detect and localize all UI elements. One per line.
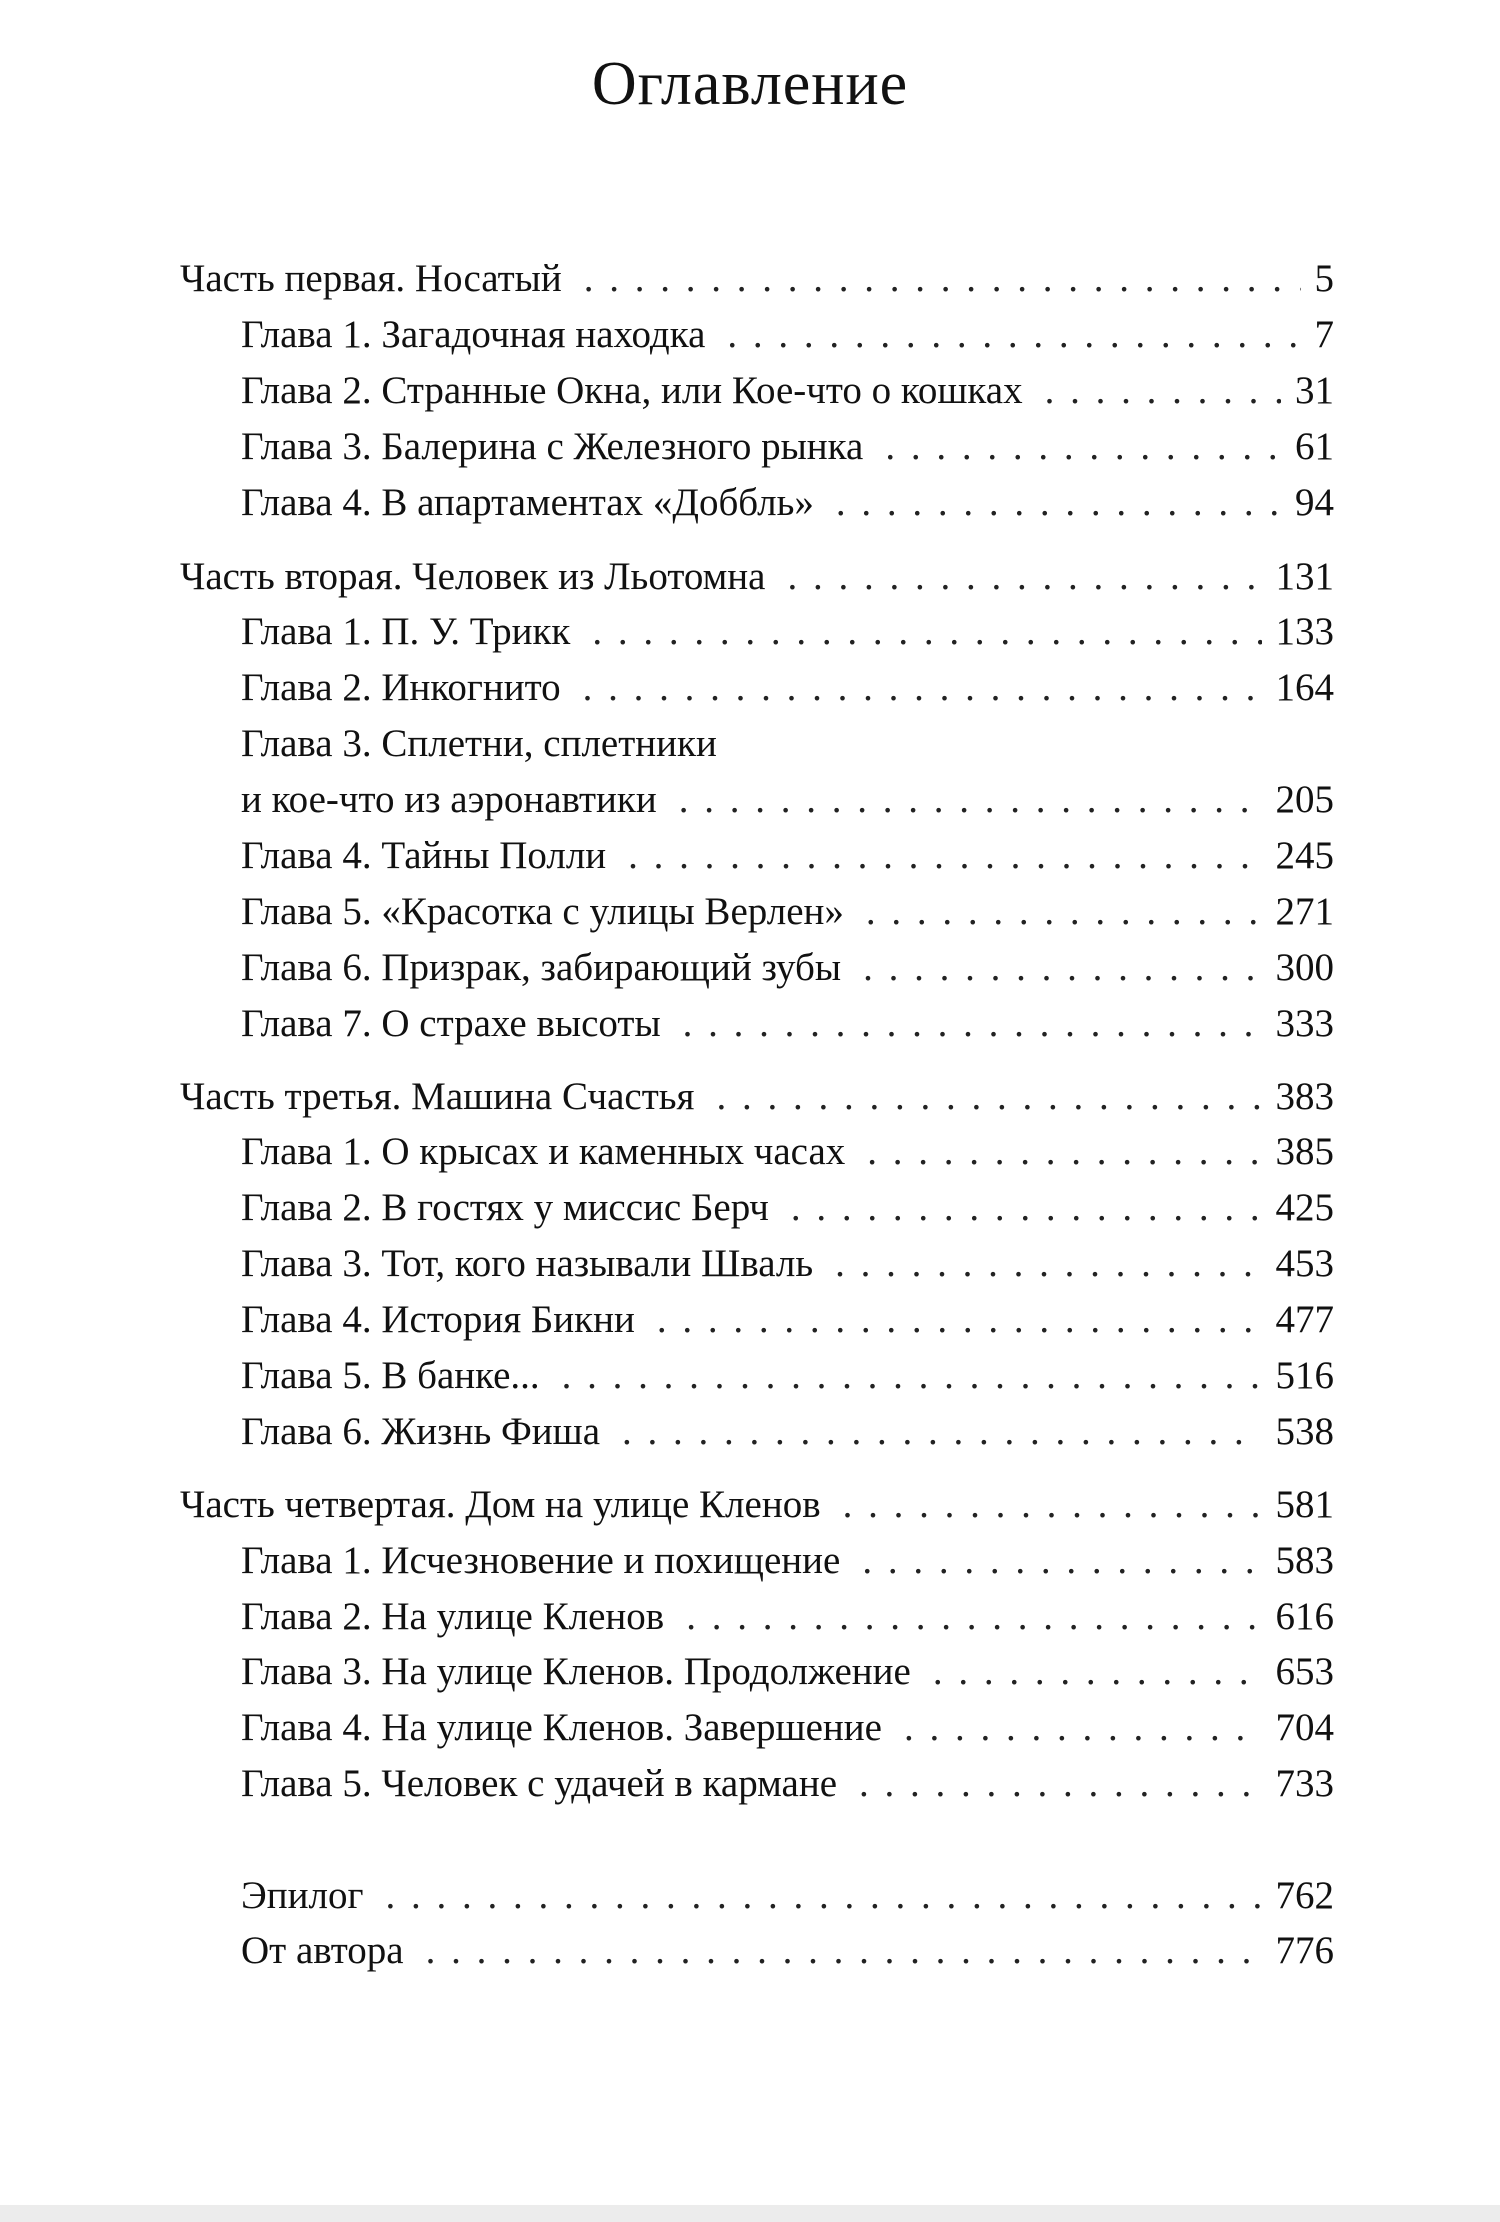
- toc-chapter[interactable]: [241, 607, 1334, 657]
- toc-chapter-first-line[interactable]: [241, 719, 1334, 769]
- toc-chapter[interactable]: [241, 1239, 1334, 1289]
- page-number: 31: [1295, 369, 1334, 412]
- chapter-title: Глава 4. История Бикни: [241, 1298, 635, 1341]
- extra-title: От автора: [241, 1929, 404, 1972]
- page-number: 164: [1275, 666, 1334, 709]
- page-number: 300: [1275, 946, 1334, 989]
- chapter-title: Глава 7. О страхе высоты: [241, 1002, 661, 1045]
- toc-author-note[interactable]: [241, 1926, 1334, 1976]
- chapter-title: Глава 5. «Красотка с улицы Верлен»: [241, 890, 844, 933]
- toc-part-2[interactable]: [180, 552, 1334, 602]
- chapter-title: Глава 2. Странные Окна, или Кое-что о кошках: [241, 369, 1023, 412]
- page-number: 453: [1275, 1242, 1334, 1285]
- part-title: Часть первая. Носатый: [180, 257, 562, 300]
- part-title: Часть четвертая. Дом на улице Кленов: [180, 1483, 821, 1526]
- dot-leader: [686, 1592, 1261, 1642]
- chapter-title: Глава 4. В апартаментах «Доббль»: [241, 481, 814, 524]
- chapter-title: Глава 2. В гостях у миссис Берч: [241, 1186, 769, 1229]
- toc-part-3[interactable]: [180, 1072, 1334, 1122]
- dot-leader: [866, 887, 1262, 937]
- toc-chapter[interactable]: [241, 366, 1334, 416]
- page-number: 733: [1275, 1762, 1334, 1805]
- page-number: 776: [1275, 1929, 1334, 1972]
- dot-leader: [787, 552, 1261, 602]
- dot-leader: [862, 1536, 1261, 1586]
- dot-leader: [791, 1183, 1262, 1233]
- chapter-title: Глава 6. Жизнь Фиша: [241, 1410, 600, 1453]
- toc-chapter[interactable]: [241, 1592, 1334, 1642]
- toc-epilogue[interactable]: [241, 1871, 1334, 1921]
- page-number: 653: [1275, 1650, 1334, 1693]
- toc-chapter[interactable]: [241, 943, 1334, 993]
- page-number: 133: [1275, 610, 1334, 653]
- toc-chapter[interactable]: [241, 1351, 1334, 1401]
- part-title: Часть третья. Машина Счастья: [180, 1075, 695, 1118]
- chapter-title: Глава 1. Исчезновение и похищение: [241, 1539, 841, 1582]
- chapter-title-line-1: Глава 3. Сплетни, сплетники: [241, 722, 717, 765]
- dot-leader: [859, 1759, 1261, 1809]
- dot-leader: [583, 663, 1262, 713]
- toc-chapter[interactable]: [241, 1407, 1334, 1457]
- chapter-title: Глава 1. П. У. Трикк: [241, 610, 571, 653]
- dot-leader: [426, 1926, 1262, 1976]
- toc-chapter[interactable]: [241, 1295, 1334, 1345]
- chapter-title-line-2: и кое-что из аэронавтики: [241, 778, 657, 821]
- chapter-title: Глава 1. Загадочная находка: [241, 313, 706, 356]
- dot-leader: [933, 1647, 1262, 1697]
- chapter-title: Глава 1. О крысах и каменных часах: [241, 1130, 846, 1173]
- page-number: 762: [1275, 1874, 1334, 1917]
- page-number: 333: [1275, 1002, 1334, 1045]
- dot-leader: [727, 310, 1300, 360]
- toc-chapter[interactable]: [241, 775, 1334, 825]
- page-number: 271: [1275, 890, 1334, 933]
- part-title: Часть вторая. Человек из Льотомна: [180, 555, 766, 598]
- toc-chapter[interactable]: [241, 663, 1334, 713]
- chapter-title: Глава 3. Балерина с Железного рынка: [241, 425, 864, 468]
- chapter-title: Глава 6. Призрак, забирающий зубы: [241, 946, 842, 989]
- toc-part-4[interactable]: [180, 1480, 1334, 1530]
- page-number: 61: [1295, 425, 1334, 468]
- toc-part-1[interactable]: [180, 254, 1334, 304]
- dot-leader: [628, 831, 1261, 881]
- page-number: 581: [1275, 1483, 1334, 1526]
- dot-leader: [835, 1239, 1261, 1289]
- page-number: 538: [1275, 1410, 1334, 1453]
- toc-chapter[interactable]: [241, 887, 1334, 937]
- chapter-title: Глава 5. Человек с удачей в кармане: [241, 1762, 838, 1805]
- toc-chapter[interactable]: [241, 1536, 1334, 1586]
- page-number: 616: [1275, 1595, 1334, 1638]
- toc-chapter[interactable]: [241, 478, 1334, 528]
- dot-leader: [867, 1127, 1261, 1177]
- page-number: 477: [1275, 1298, 1334, 1341]
- dot-leader: [385, 1871, 1261, 1921]
- page-number: 205: [1275, 778, 1334, 821]
- dot-leader: [1045, 366, 1281, 416]
- page-number: 385: [1275, 1130, 1334, 1173]
- dot-leader: [904, 1703, 1262, 1753]
- toc-chapter[interactable]: [241, 1127, 1334, 1177]
- page-number: 516: [1275, 1354, 1334, 1397]
- dot-leader: [683, 999, 1262, 1049]
- dot-leader: [679, 775, 1262, 825]
- page-number: 245: [1275, 834, 1334, 877]
- chapter-title: Глава 2. На улице Кленов: [241, 1595, 665, 1638]
- dot-leader: [863, 943, 1261, 993]
- chapter-title: Глава 3. Тот, кого называли Шваль: [241, 1242, 814, 1285]
- page-number: 583: [1275, 1539, 1334, 1582]
- page-title: Оглавление: [591, 50, 909, 118]
- page-number: 5: [1314, 257, 1334, 300]
- dot-leader: [622, 1407, 1262, 1457]
- dot-leader: [836, 478, 1281, 528]
- dot-leader: [562, 1351, 1262, 1401]
- chapter-title: Глава 4. На улице Кленов. Завершение: [241, 1706, 882, 1749]
- toc-chapter[interactable]: [241, 1703, 1334, 1753]
- page-number: 131: [1275, 555, 1334, 598]
- toc-chapter[interactable]: [241, 310, 1334, 360]
- dot-leader: [657, 1295, 1262, 1345]
- dot-leader: [843, 1480, 1262, 1530]
- page-number: 704: [1275, 1706, 1334, 1749]
- page-number: 94: [1295, 481, 1334, 524]
- toc-chapter[interactable]: [241, 422, 1334, 472]
- bottom-edge-bar: [0, 2205, 1500, 2222]
- toc-chapter[interactable]: [241, 1759, 1334, 1809]
- dot-leader: [716, 1072, 1261, 1122]
- toc-chapter[interactable]: [241, 1183, 1334, 1233]
- chapter-title: Глава 2. Инкогнито: [241, 666, 561, 709]
- chapter-title: Глава 4. Тайны Полли: [241, 834, 607, 877]
- chapter-title: Глава 5. В банке...: [241, 1354, 540, 1397]
- page-number: 383: [1275, 1075, 1334, 1118]
- toc-chapter[interactable]: [241, 831, 1334, 881]
- dot-leader: [584, 254, 1301, 304]
- dot-leader: [885, 422, 1281, 472]
- dot-leader: [592, 607, 1261, 657]
- toc-chapter[interactable]: [241, 999, 1334, 1049]
- chapter-title: Глава 3. На улице Кленов. Продолжение: [241, 1650, 911, 1693]
- toc-chapter[interactable]: [241, 1647, 1334, 1697]
- page-number: 7: [1314, 313, 1334, 356]
- page-number: 425: [1275, 1186, 1334, 1229]
- extra-title: Эпилог: [241, 1874, 364, 1917]
